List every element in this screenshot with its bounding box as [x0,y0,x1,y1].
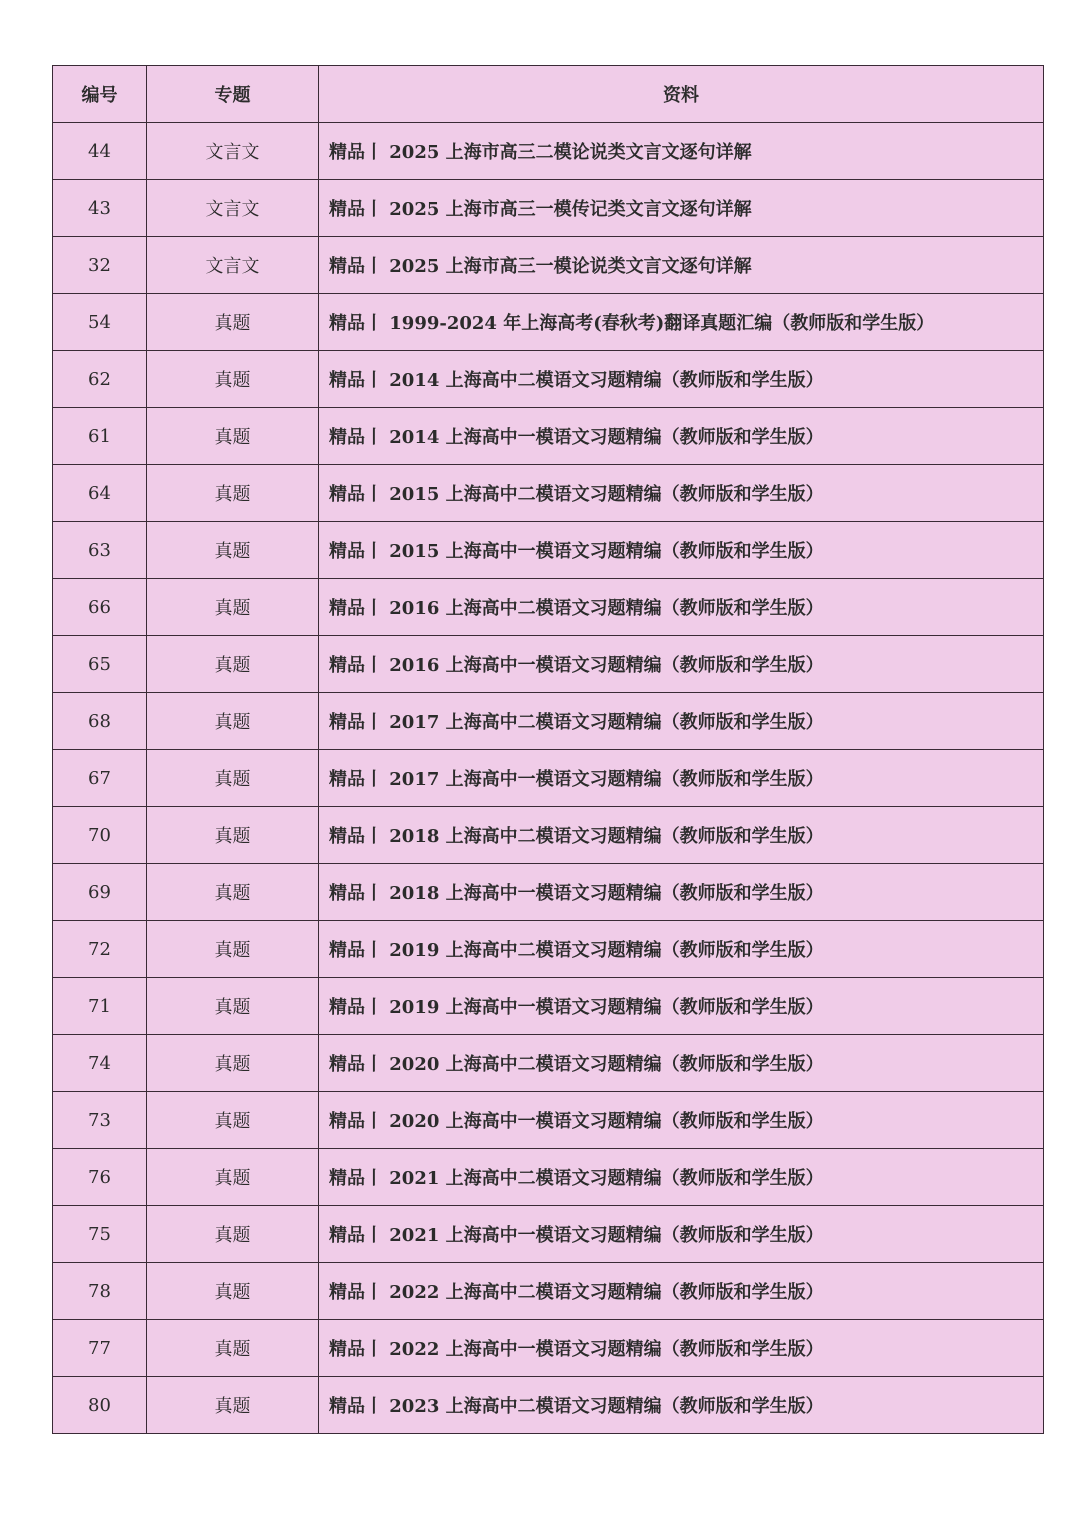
table-row [53,408,1044,465]
row-material-cell: 精品丨 2025 上海市高三二模论说类文言文逐句详解 [319,123,1044,180]
row-number-cell: 65 [53,636,147,693]
materials-table [52,65,1044,1434]
row-material-cell: 精品丨 2018 上海高中一模语文习题精编（教师版和学生版） [319,864,1044,921]
row-material-cell: 精品丨 2016 上海高中二模语文习题精编（教师版和学生版） [319,579,1044,636]
header-topic: 专题 [147,66,319,123]
row-material-cell: 精品丨 2023 上海高中二模语文习题精编（教师版和学生版） [319,1377,1044,1434]
row-number-cell: 70 [53,807,147,864]
row-material-cell: 精品丨 2025 上海市高三一模传记类文言文逐句详解 [319,180,1044,237]
row-number-cell: 44 [53,123,147,180]
row-topic-cell: 真题 [147,1320,319,1377]
row-topic-cell: 真题 [147,465,319,522]
row-material-cell: 精品丨 2025 上海市高三一模论说类文言文逐句详解 [319,237,1044,294]
row-topic-cell: 真题 [147,750,319,807]
row-topic-cell: 文言文 [147,180,319,237]
row-topic-cell: 真题 [147,408,319,465]
table-row [53,1320,1044,1377]
row-topic-cell: 真题 [147,921,319,978]
row-number-cell: 75 [53,1206,147,1263]
row-topic-cell: 真题 [147,1035,319,1092]
row-number-cell: 63 [53,522,147,579]
row-material-cell: 精品丨 2021 上海高中一模语文习题精编（教师版和学生版） [319,1206,1044,1263]
row-number-cell: 74 [53,1035,147,1092]
row-material-cell: 精品丨 2021 上海高中二模语文习题精编（教师版和学生版） [319,1149,1044,1206]
row-material-cell: 精品丨 2019 上海高中一模语文习题精编（教师版和学生版） [319,978,1044,1035]
row-topic-cell: 真题 [147,807,319,864]
row-material-cell: 精品丨 1999-2024 年上海高考(春秋考)翻译真题汇编（教师版和学生版） [319,294,1044,351]
row-number-cell: 61 [53,408,147,465]
row-material-cell: 精品丨 2018 上海高中二模语文习题精编（教师版和学生版） [319,807,1044,864]
table-row [53,864,1044,921]
row-number-cell: 68 [53,693,147,750]
table-row [53,522,1044,579]
row-material-cell: 精品丨 2022 上海高中一模语文习题精编（教师版和学生版） [319,1320,1044,1377]
row-topic-cell: 真题 [147,693,319,750]
table-row [53,237,1044,294]
row-material-cell: 精品丨 2015 上海高中一模语文习题精编（教师版和学生版） [319,522,1044,579]
row-number-cell: 72 [53,921,147,978]
row-number-cell: 78 [53,1263,147,1320]
row-number-cell: 77 [53,1320,147,1377]
row-number-cell: 43 [53,180,147,237]
table-row [53,465,1044,522]
row-topic-cell: 真题 [147,864,319,921]
row-material-cell: 精品丨 2014 上海高中一模语文习题精编（教师版和学生版） [319,408,1044,465]
row-material-cell: 精品丨 2016 上海高中一模语文习题精编（教师版和学生版） [319,636,1044,693]
row-topic-cell: 真题 [147,636,319,693]
row-number-cell: 69 [53,864,147,921]
row-material-cell: 精品丨 2017 上海高中一模语文习题精编（教师版和学生版） [319,750,1044,807]
row-number-cell: 64 [53,465,147,522]
row-topic-cell: 文言文 [147,237,319,294]
table-header-row [53,66,1044,123]
row-material-cell: 精品丨 2020 上海高中二模语文习题精编（教师版和学生版） [319,1035,1044,1092]
row-number-cell: 32 [53,237,147,294]
row-material-cell: 精品丨 2020 上海高中一模语文习题精编（教师版和学生版） [319,1092,1044,1149]
table-row [53,1092,1044,1149]
table-row [53,1377,1044,1434]
row-topic-cell: 真题 [147,294,319,351]
row-topic-cell: 真题 [147,1263,319,1320]
row-material-cell: 精品丨 2014 上海高中二模语文习题精编（教师版和学生版） [319,351,1044,408]
row-topic-cell: 文言文 [147,123,319,180]
table-row [53,1206,1044,1263]
row-number-cell: 66 [53,579,147,636]
table-row [53,636,1044,693]
table-row [53,180,1044,237]
row-number-cell: 67 [53,750,147,807]
table-row [53,1263,1044,1320]
table-row [53,807,1044,864]
row-number-cell: 76 [53,1149,147,1206]
row-number-cell: 71 [53,978,147,1035]
row-material-cell: 精品丨 2022 上海高中二模语文习题精编（教师版和学生版） [319,1263,1044,1320]
table-row [53,921,1044,978]
row-topic-cell: 真题 [147,1377,319,1434]
row-number-cell: 62 [53,351,147,408]
row-material-cell: 精品丨 2015 上海高中二模语文习题精编（教师版和学生版） [319,465,1044,522]
table-row [53,693,1044,750]
row-number-cell: 73 [53,1092,147,1149]
row-topic-cell: 真题 [147,1206,319,1263]
table-row [53,579,1044,636]
header-number: 编号 [53,66,147,123]
table-row [53,294,1044,351]
table-row [53,351,1044,408]
table-row [53,1149,1044,1206]
table-row [53,123,1044,180]
table-row [53,750,1044,807]
table-body [53,123,1044,1434]
table-row [53,1035,1044,1092]
row-material-cell: 精品丨 2017 上海高中二模语文习题精编（教师版和学生版） [319,693,1044,750]
table-row [53,978,1044,1035]
row-material-cell: 精品丨 2019 上海高中二模语文习题精编（教师版和学生版） [319,921,1044,978]
row-topic-cell: 真题 [147,1092,319,1149]
row-topic-cell: 真题 [147,1149,319,1206]
row-topic-cell: 真题 [147,978,319,1035]
row-topic-cell: 真题 [147,579,319,636]
row-topic-cell: 真题 [147,351,319,408]
row-topic-cell: 真题 [147,522,319,579]
header-material: 资料 [319,66,1044,123]
row-number-cell: 80 [53,1377,147,1434]
row-number-cell: 54 [53,294,147,351]
